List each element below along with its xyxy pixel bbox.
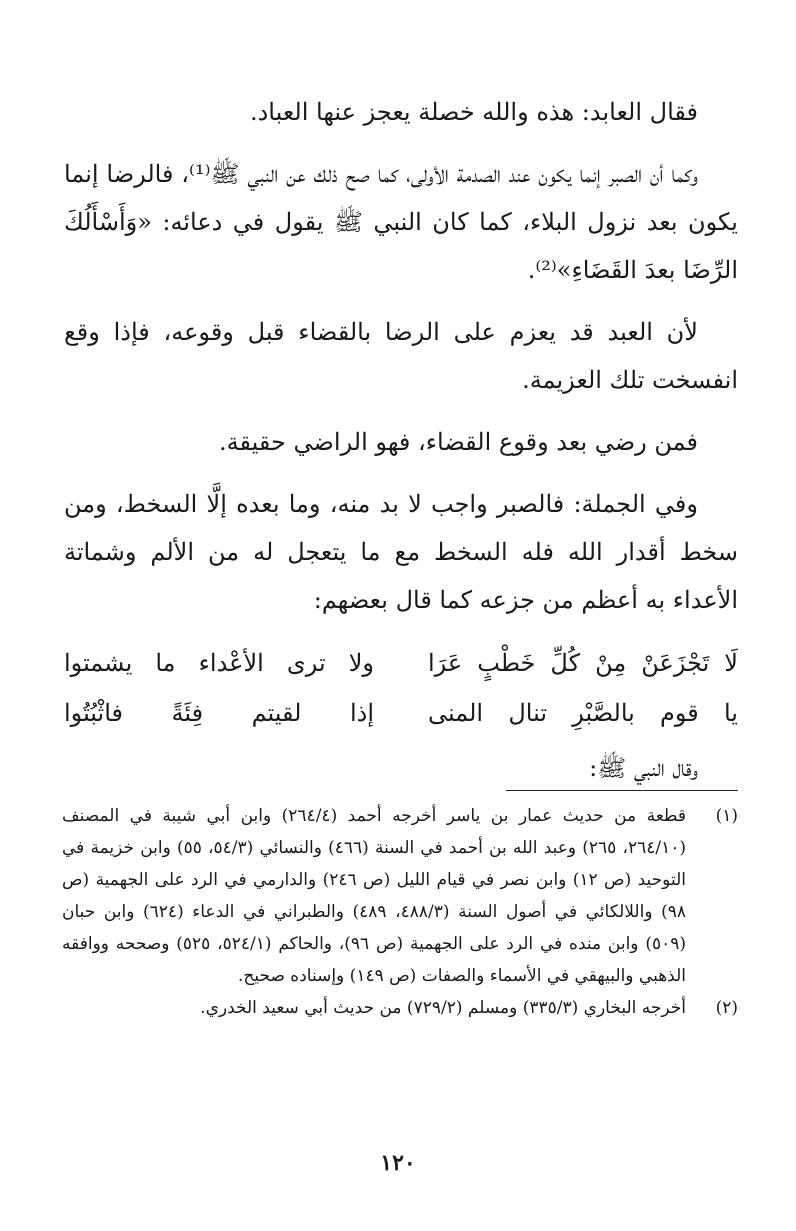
footnote-text: أخرجه البخاري (٣٣٥/٣) ومسلم (٧٢٩/٢) من حديث أبي سعيد الخدري. (200, 998, 686, 1018)
footnote (62, 800, 738, 992)
paragraph-3: لأن العبد قد يعزم على الرضا بالقضاء قبل وقوعه، فإذا وقع انفسخت تلك العزيمة. (64, 318, 738, 394)
footnote (62, 992, 738, 1024)
poem-hemistich-first: يا قوم بالصَّبْرِ تنال المنى (428, 699, 738, 727)
page-number: ١٢٠ (380, 1150, 416, 1176)
closing-line: وقال النبي ﷺ: (589, 754, 698, 782)
poem-hemistich-second: ولا ترى الأعْداء ما يشمتوا (64, 649, 374, 677)
footnote-number: (٢) (715, 998, 738, 1018)
poem-verse (64, 688, 738, 738)
main-text (64, 88, 738, 806)
paragraph-5: وفي الجملة: فالصبر واجب لا بد منه، وما بعده إلَّا السخط، ومن سخط أقدار الله فله السخط مع ما يتعجل له من الألم وشماتة الأعداء به أعظم من جزعه كما قال بعضهم: (64, 490, 738, 614)
footnote-number: (١) (715, 806, 738, 826)
paragraph-4: فمن رضي بعد وقوع القضاء، فهو الراضي حقيقة. (219, 428, 698, 456)
poem (64, 638, 738, 738)
poem-hemistich-second: إذا لقيتم فِئَةً فاثْبُتُوا (64, 699, 374, 727)
paragraph-2: وكما أن الصبر إنما يكون عند الصدمة الأولى، كما صح ذلك عن النبي ﷺ⁽¹⁾، فالرضا إنما يكون بعد نزول البلاء، كما كان النبي ﷺ يقول في دعائه: «وَأَسْأَلُكَ الرِّضَا بعدَ القَضَاءِ»⁽²⁾. (64, 160, 738, 284)
footnote-divider (506, 790, 738, 791)
paragraph-1: فقال العابد: هذه والله خصلة يعجز عنها العباد. (249, 98, 698, 126)
footnote-text: قطعة من حديث عمار بن ياسر أخرجه أحمد (٢٦٤/٤) وابن أبي شيبة في المصنف (٢٦٤/١٠، ٢٦٥) وعبد الله بن أحمد في السنة (٤٦٦) والنسائي (٥٤/٣، ٥٥) وابن خزيمة في التوحيد (ص ١٢) وابن نصر في قيام الليل (ص ٢٤٦) والدارمي في الرد على الجهمية (ص ٩٨) واللالكائي في أصول السنة (٤٨٨/٣، ٤٨٩) والطبراني في الدعاء (٦٢٤) وابن حبان (٥٠٩) وابن منده في الرد على الجهمية (ص ٩٦)، والحاكم (٥٢٤/١، ٥٢٥) وصححه ووافقه الذهبي والبيهقي في الأسماء والصفات (ص ١٤٩) وإسناده صحيح. (62, 806, 687, 986)
poem-verse (64, 638, 738, 688)
poem-hemistich-first: لَا تَجْزَعَنْ مِنْ كُلِّ خَطْبٍ عَرَا (428, 649, 738, 677)
footnotes (62, 800, 738, 1024)
